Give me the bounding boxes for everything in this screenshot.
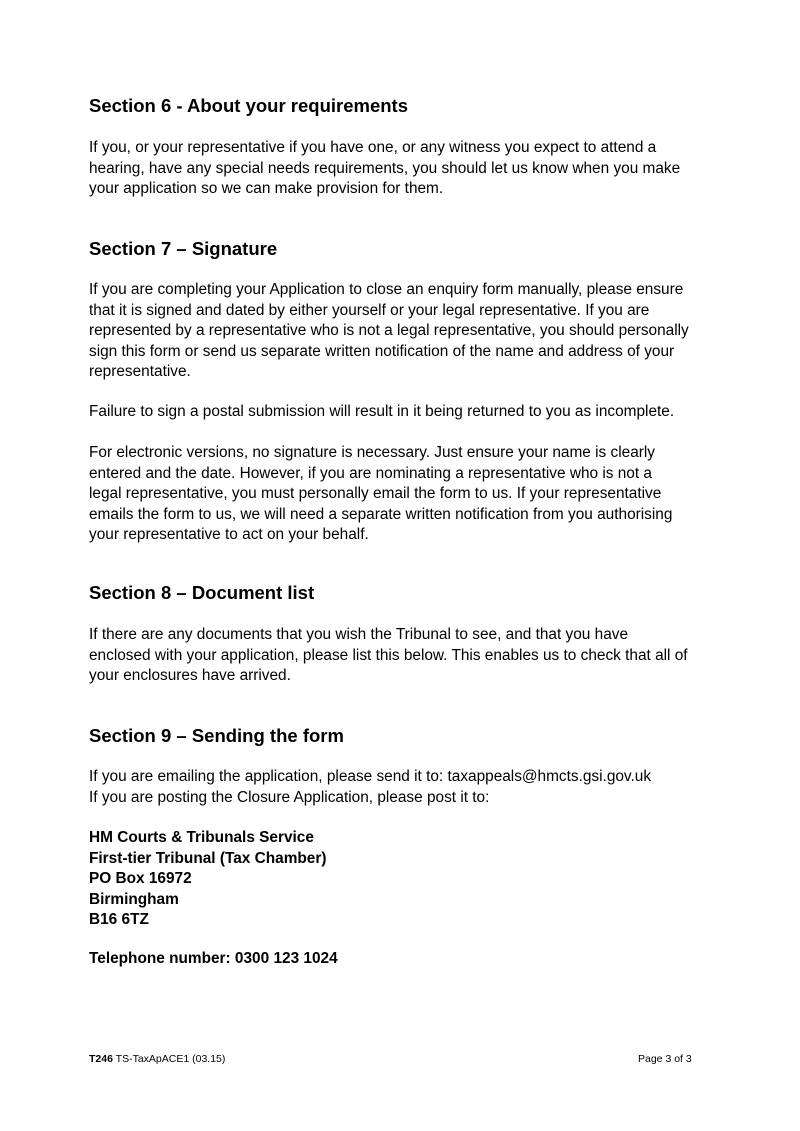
section-8-heading: Section 8 – Document list [89,582,315,603]
section-6-paragraph [89,138,729,200]
text-line: that it is signed and dated by either yourself or your legal representative. If you are [89,301,650,319]
text-line: emails the form to us, we will need a separate written notification from you authorising [89,505,673,523]
text-line: Failure to sign a postal submission will result in it being returned to you as incomplete. [89,403,675,420]
text-line: represented by a representative who is not a legal representative, you should personally [89,322,689,339]
telephone-number [89,949,338,970]
text-line: For electronic versions, no signature is necessary. Just ensure your name is clearly [89,444,655,461]
address-line: Birmingham [89,890,179,908]
postal-address [89,828,326,931]
text-line: If you are posting the Closure Application, please post it to: [89,788,490,806]
telephone-line: Telephone number: 0300 123 1024 [89,950,338,967]
address-line: B16 6TZ [89,911,149,928]
section-6-heading: Section 6 - About your requirements [89,95,408,116]
address-line: PO Box 16972 [89,870,192,887]
footer-form-reference [89,1052,225,1066]
section-8-paragraph [89,625,729,687]
text-line: representative. [89,363,191,380]
section-9-heading: Section 9 – Sending the form [89,725,344,746]
section-7-paragraph-3 [89,443,729,546]
address-line: First-tier Tribunal (Tax Chamber) [89,849,327,867]
text-line: sign this form or send us separate written notification of the name and address of your [89,342,675,360]
text-line: your representative to act on your behalf. [89,526,369,543]
text-line: hearing, have any special needs requirements, you should let us know when you make [89,159,681,177]
text-line: entered and the date. However, if you are nominating a representative who is not a [89,464,652,482]
text-line: If you, or your representative if you have one, or any witness you expect to attend a [89,139,657,156]
form-ref: TS-TaxApACE1 (03.15) [112,1053,226,1065]
section-7-paragraph-1 [89,280,729,383]
text-line: If you are emailing the application, please send it to: taxappeals@hmcts.gsi.gov.uk [89,768,652,785]
text-line: your enclosures have arrived. [89,667,291,684]
page-number: Page 3 of 3 [638,1053,692,1065]
section-7-heading: Section 7 – Signature [89,238,278,259]
text-line: If you are completing your Application to close an enquiry form manually, please ensure [89,281,684,298]
text-line: enclosed with your application, please list this below. This enables us to check that all of [89,646,688,664]
text-line: If there are any documents that you wish the Tribunal to see, and that you have [89,626,629,643]
section-9-paragraph [89,767,729,808]
text-line: legal representative, you must personally email the form to us. If your representative [89,485,662,502]
text-line: your application so we can make provision for them. [89,180,444,197]
form-code: T246 [89,1053,113,1065]
address-line: HM Courts & Tribunals Service [89,829,314,846]
section-7-paragraph-2 [89,402,729,423]
